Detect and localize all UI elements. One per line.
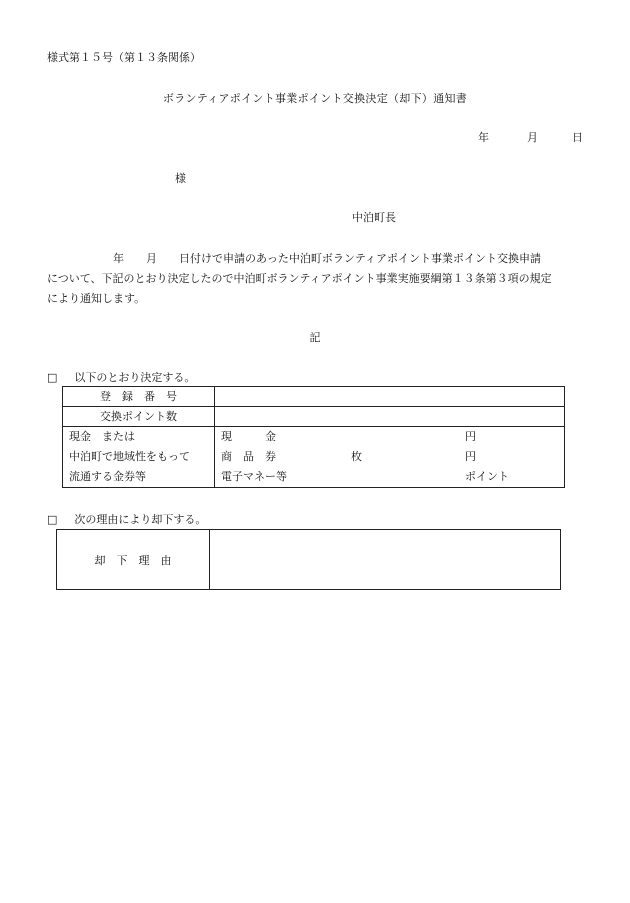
cash-voucher-label — [63, 427, 215, 488]
decision-table — [62, 386, 565, 488]
cash-voucher-label-line-2: 中泊町で地域性をもって — [69, 450, 190, 463]
cash-unit: 円 — [465, 430, 476, 443]
document-title: ボランティアポイント事業ポイント交換決定（却下）通知書 — [162, 92, 468, 105]
cash-voucher-values[interactable] — [215, 427, 565, 488]
table-row — [63, 407, 565, 427]
date-year-label: 年 — [478, 131, 489, 144]
rejection-reason-field[interactable] — [210, 530, 561, 590]
recipient-honorific: 様 — [175, 172, 186, 185]
body-line-3: により通知します。 — [47, 292, 146, 305]
date-day-label: 日 — [572, 131, 583, 144]
decision-option — [47, 371, 195, 385]
rejection-reason-label: 却 下 理 由 — [57, 530, 210, 590]
rejection-option-label: 次の理由により却下する。 — [74, 513, 207, 526]
rejection-checkbox[interactable]: □ — [47, 513, 58, 526]
cash-line — [221, 427, 558, 447]
form-number: 様式第１５号（第１３条関係） — [47, 51, 201, 64]
issuer-name: 中泊町長 — [352, 211, 396, 224]
voucher-count-unit: 枚 — [351, 450, 362, 463]
date-month-label: 月 — [527, 131, 538, 144]
body-line-2: について、下記のとおり決定したので中泊町ボランティアポイント事業実施要綱第１３条第３項の規定 — [47, 272, 552, 285]
exchange-points-label: 交換ポイント数 — [63, 407, 215, 427]
cash-voucher-label-line-3: 流通する金券等 — [69, 470, 146, 483]
notice-body — [47, 249, 587, 309]
cash-item: 現 金 — [221, 430, 276, 443]
cash-voucher-label-line-1: 現金 または — [69, 430, 135, 443]
rejection-table — [56, 529, 561, 590]
voucher-line — [221, 447, 558, 467]
emoney-item: 電子マネー等 — [221, 470, 287, 483]
registration-number-label: 登 録 番 号 — [63, 387, 215, 407]
exchange-points-field[interactable] — [215, 407, 565, 427]
emoney-unit: ポイント — [465, 470, 509, 483]
emoney-line — [221, 467, 558, 487]
decision-checkbox[interactable]: □ — [47, 371, 58, 384]
body-line-1: 年 月 日付けで申請のあった中泊町ボランティアポイント事業ポイント交換申請 — [47, 252, 542, 265]
registration-number-field[interactable] — [215, 387, 565, 407]
table-row — [57, 530, 561, 590]
voucher-item: 商 品 券 — [221, 450, 276, 463]
table-row — [63, 427, 565, 488]
table-row — [63, 387, 565, 407]
decision-option-label: 以下のとおり決定する。 — [74, 371, 196, 384]
rejection-option — [47, 513, 206, 527]
voucher-yen-unit: 円 — [465, 450, 476, 463]
ki-heading: 記 — [309, 331, 321, 344]
